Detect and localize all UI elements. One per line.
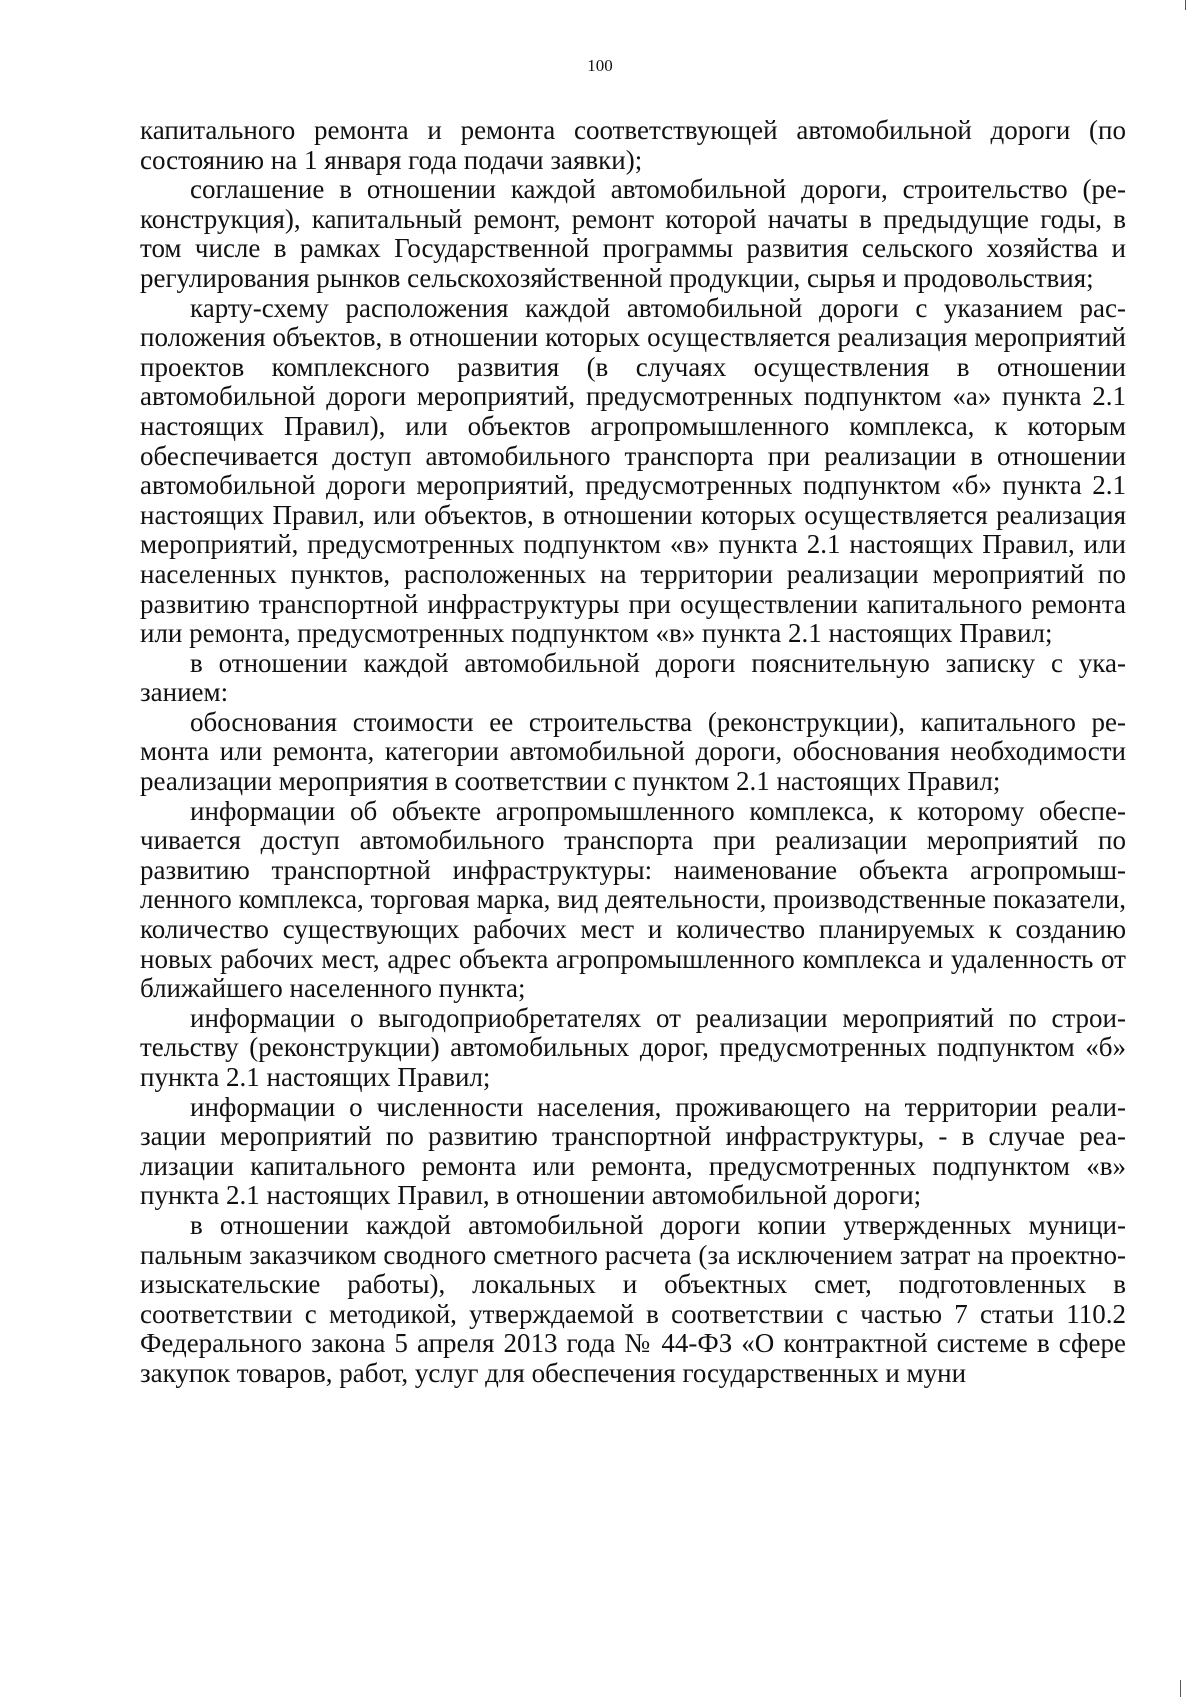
scan-artifact-top-right xyxy=(1185,0,1186,10)
paragraph-cost-justification: обоснования стоимости ее строительства (реконструкции), капитального ремонта или ремонта, категории автомобильной дороги, обоснования необходимости реализации мероприятия в соответствии с пунктом 2.1 настоящих Правил; xyxy=(140,706,1126,797)
paragraph-beneficiaries-info: информации о выгодоприобретателях от реализации мероприятий по строительству (реконструкции) автомобильных дорог, предусмотренных подпунктом «б» пункта 2.1 настоящих Правил; xyxy=(140,1002,1126,1092)
paragraph-population-info: информации о численности населения, проживающего на территории реализации мероприятий по развитию транспортной инфраструктуры, - в случае реализации капитального ремонта или ремонта, предусмотренных подпунктом «в» пункта 2.1 настоящих Правил, в отношении автомобильной дороги; xyxy=(140,1091,1126,1211)
document-body xyxy=(140,116,1126,1389)
paragraph-road-map-scheme: карту-схему расположения каждой автомобильной дороги с указанием расположения объектов, в отношении которых осуществляется реализация мероприятий проектов комплексного развития (в случаях осуществления в отношении автомобильной дороги мероприятий, предусмотренных подпунктом «а» пункта 2.1 настоящих Правил), или объектов агропромышленного комплекса, к которым обеспечивается доступ автомобильного транспорта при реализации в отношении автомобильной дороги мероприятий, предусмотренных подпунктом «б» пункта 2.1 настоящих Правил, или объектов, в отношении которых осуществляется реализация мероприятий, предусмотренных подпунктом «в» пункта 2.1 настоящих Правил, или населенных пунктов, расположенных на территории реализации мероприятий по развитию транспортной инфраструктуры при осуществлении капитального ремонта или ремонта, предусмотренных подпунктом «в» пункта 2.1 настоящих Правил; xyxy=(140,292,1126,649)
paragraph-continuation: капитального ремонта и ремонта соответствующей автомобильной дороги (по состоянию на 1 января года подачи заявки); xyxy=(140,115,1126,175)
paragraph-explanatory-note: в отношении каждой автомобильной дороги пояснительную записку с указанием: xyxy=(140,647,1126,708)
paragraph-agro-object-info: информации об объекте агропромышленного комплекса, к которому обеспечивается доступ автомобильного транспорта при реализации мероприятий по развитию транспортной инфраструктуры: наименование объекта агропромышленного комплекса, торговая марка, вид деятельности, производственные показатели, количество существующих рабочих мест и количество планируемых к созданию новых рабочих мест, адрес объекта агропромышленного комплекса и удаленность от ближайшего населенного пункта; xyxy=(140,795,1126,1004)
page-number: 100 xyxy=(587,56,613,75)
paragraph-estimate-copies: в отношении каждой автомобильной дороги копии утвержденных муниципальным заказчиком сводного сметного расчета (за исключением затрат на проектно-изыскательские работы), локальных и объектных смет, подготовленных в соответствии с методикой, утверждаемой в соответствии с частью 7 статьи 110.2 Федерального закона 5 апреля 2013 года № 44-ФЗ «О контрактной системе в сфере закупок товаров, работ, услуг для обеспечения государственных и муни xyxy=(140,1209,1126,1388)
scan-artifact-bottom-right xyxy=(1180,1680,1181,1697)
paragraph-agreement: соглашение в отношении каждой автомобильной дороги, строительство (реконструкция), капитальный ремонт, ремонт которой начаты в предыдущие годы, в том числе в рамках Государственной программы развития сельского хозяйства и регулирования рынков сельскохозяйственной продукции, сырья и продовольствия; xyxy=(140,174,1126,293)
